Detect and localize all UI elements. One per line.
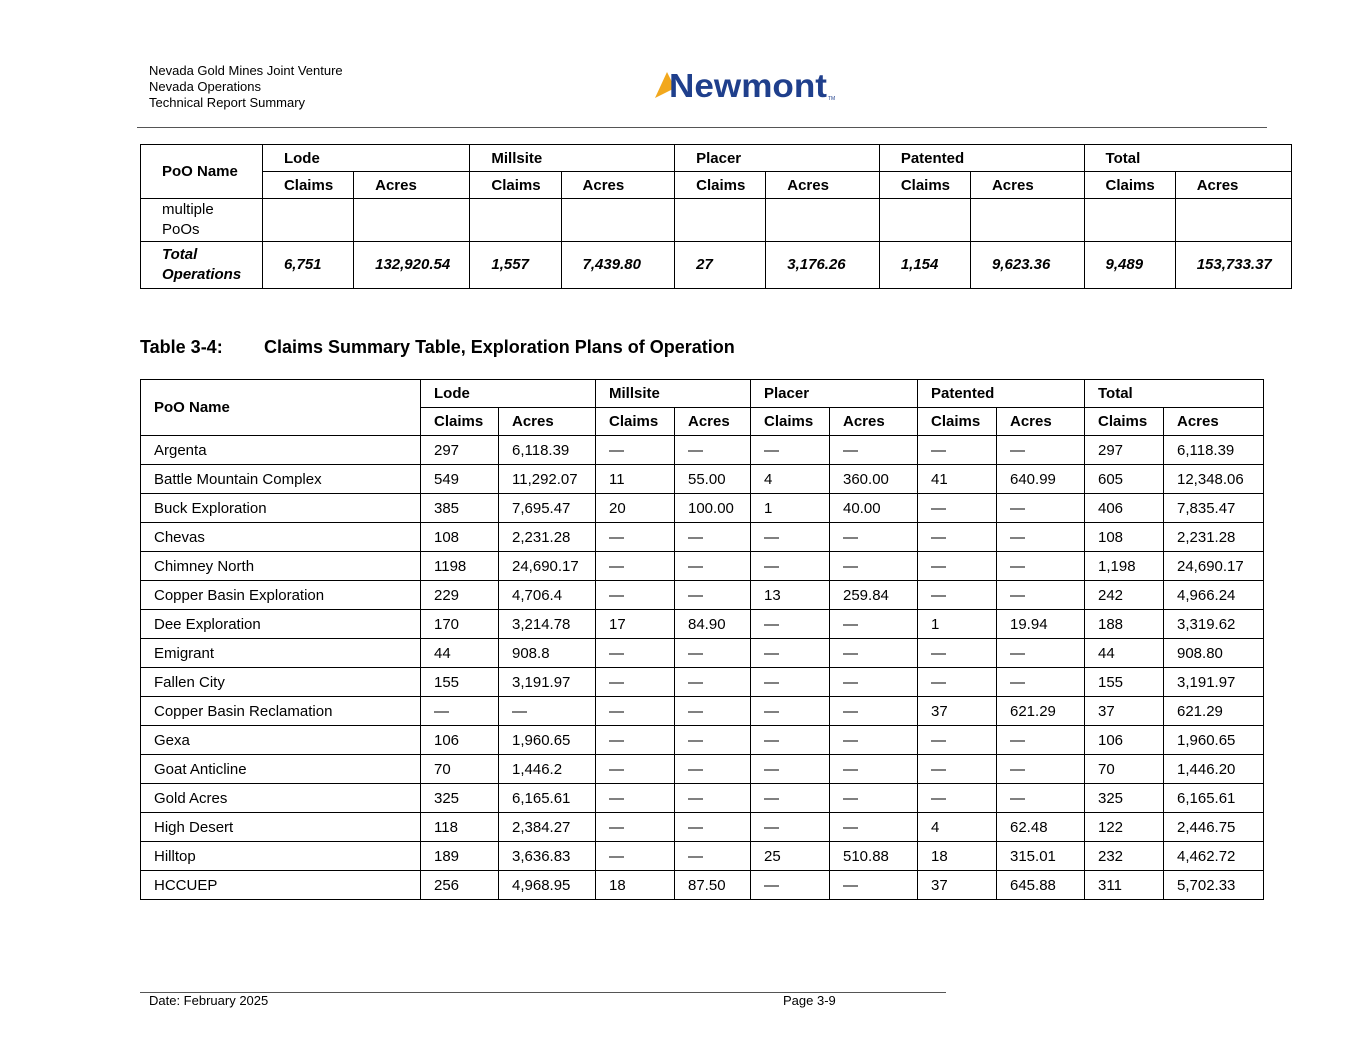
row-name: Argenta: [141, 436, 421, 465]
cell-lode-acres: 2,231.28: [499, 523, 596, 552]
cell-millsite-acres: —: [675, 755, 751, 784]
header-company: Nevada Gold Mines Joint Venture: [149, 63, 343, 78]
cell-patented-acres: —: [997, 436, 1085, 465]
row-name: HCCUEP: [141, 871, 421, 900]
cell-placer-acres: —: [830, 639, 918, 668]
cell-lode-claims: 106: [421, 726, 499, 755]
cell-total-acres: 12,348.06: [1164, 465, 1264, 494]
table-header-row: [141, 145, 1292, 172]
cell-placer-claims: —: [751, 436, 830, 465]
cell-lode-claims: 297: [421, 436, 499, 465]
cell-placer-acres: —: [830, 552, 918, 581]
cell-lode-claims: 170: [421, 610, 499, 639]
cell-total-claims: 44: [1085, 639, 1164, 668]
report-header: [149, 63, 343, 111]
cell-total-claims: 311: [1085, 871, 1164, 900]
table-caption: Claims Summary Table, Exploration Plans of Operation: [264, 337, 735, 357]
col-patented-claims: Claims: [879, 172, 970, 199]
cell-lode-claims: 70: [421, 755, 499, 784]
col-group-placer: Placer: [751, 380, 918, 408]
cell-millsite-claims: 18: [596, 871, 675, 900]
col-group-placer: Placer: [675, 145, 880, 172]
cell-lode-acres: 3,191.97: [499, 668, 596, 697]
cell-patented-claims: 37: [918, 697, 997, 726]
cell-patented-acres: —: [997, 581, 1085, 610]
cell-patented-acres: —: [997, 639, 1085, 668]
row-name: Copper Basin Exploration: [141, 581, 421, 610]
cell-millsite-acres: —: [675, 697, 751, 726]
cell-lode-claims: 189: [421, 842, 499, 871]
cell-placer-claims: —: [751, 726, 830, 755]
logo-trademark: TM: [828, 96, 836, 102]
cell-millsite-acres: 55.00: [675, 465, 751, 494]
cell-lode-acres: 2,384.27: [499, 813, 596, 842]
cell-patented-acres: 645.88: [997, 871, 1085, 900]
table-row: [141, 465, 1264, 494]
total-patented-acres: 9,623.36: [970, 242, 1084, 289]
cell-patented-claims: 4: [918, 813, 997, 842]
table-cell: [561, 199, 675, 242]
cell-millsite-claims: —: [596, 784, 675, 813]
table-cell: [879, 199, 970, 242]
col-millsite-claims: Claims: [470, 172, 561, 199]
table-row: [141, 871, 1264, 900]
cell-lode-acres: 6,165.61: [499, 784, 596, 813]
cell-millsite-acres: —: [675, 842, 751, 871]
cell-lode-acres: 7,695.47: [499, 494, 596, 523]
cell-millsite-claims: —: [596, 523, 675, 552]
cell-patented-claims: —: [918, 784, 997, 813]
table-row: [141, 842, 1264, 871]
col-placer-acres: Acres: [766, 172, 880, 199]
cell-lode-acres: 4,706.4: [499, 581, 596, 610]
cell-placer-acres: —: [830, 871, 918, 900]
operations-claims-table-continued: [140, 144, 1292, 289]
cell-total-claims: 297: [1085, 436, 1164, 465]
table-title: [140, 337, 735, 358]
col-placer-claims: Claims: [675, 172, 766, 199]
cell-millsite-acres: —: [675, 726, 751, 755]
table-cell: [1175, 199, 1291, 242]
row-name: Gexa: [141, 726, 421, 755]
cell-placer-acres: —: [830, 523, 918, 552]
table-subheader-row: [141, 172, 1292, 199]
cell-patented-claims: —: [918, 494, 997, 523]
logo-wordmark: Newmont: [669, 67, 828, 104]
cell-total-claims: 70: [1085, 755, 1164, 784]
cell-total-acres: 908.80: [1164, 639, 1264, 668]
row-name: Battle Mountain Complex: [141, 465, 421, 494]
row-name: Hilltop: [141, 842, 421, 871]
cell-lode-claims: 325: [421, 784, 499, 813]
cell-millsite-acres: —: [675, 784, 751, 813]
table-cell: [354, 199, 470, 242]
cell-lode-acres: 4,968.95: [499, 871, 596, 900]
row-name-line1: multiple: [162, 201, 214, 218]
cell-millsite-claims: 11: [596, 465, 675, 494]
cell-total-acres: 3,191.97: [1164, 668, 1264, 697]
col-group-patented: Patented: [918, 380, 1085, 408]
col-poo-name: PoO Name: [141, 145, 263, 199]
cell-total-claims: 242: [1085, 581, 1164, 610]
cell-millsite-acres: —: [675, 581, 751, 610]
table-row: [141, 552, 1264, 581]
row-name: Goat Anticline: [141, 755, 421, 784]
col-group-lode: Lode: [421, 380, 596, 408]
table-cell: [470, 199, 561, 242]
cell-lode-acres: 1,960.65: [499, 726, 596, 755]
row-name: [141, 242, 263, 289]
cell-patented-acres: —: [997, 552, 1085, 581]
cell-total-acres: 4,966.24: [1164, 581, 1264, 610]
cell-placer-claims: 13: [751, 581, 830, 610]
table-cell: [766, 199, 880, 242]
cell-placer-claims: —: [751, 668, 830, 697]
cell-placer-acres: 40.00: [830, 494, 918, 523]
table-row: [141, 668, 1264, 697]
cell-lode-acres: 908.8: [499, 639, 596, 668]
col-patented-acres: Acres: [970, 172, 1084, 199]
cell-patented-claims: —: [918, 726, 997, 755]
row-name-line1: Total: [162, 246, 198, 263]
row-name: Gold Acres: [141, 784, 421, 813]
row-name: Chimney North: [141, 552, 421, 581]
cell-millsite-claims: 17: [596, 610, 675, 639]
table-body: [141, 436, 1264, 900]
cell-placer-acres: 360.00: [830, 465, 918, 494]
cell-total-acres: 24,690.17: [1164, 552, 1264, 581]
cell-placer-claims: —: [751, 552, 830, 581]
col-total-claims: Claims: [1084, 172, 1175, 199]
total-placer-acres: 3,176.26: [766, 242, 880, 289]
row-name: Dee Exploration: [141, 610, 421, 639]
cell-placer-claims: 1: [751, 494, 830, 523]
cell-placer-acres: 510.88: [830, 842, 918, 871]
cell-total-acres: 1,960.65: [1164, 726, 1264, 755]
cell-placer-claims: —: [751, 784, 830, 813]
cell-patented-acres: 315.01: [997, 842, 1085, 871]
header-report-type: Technical Report Summary: [149, 95, 306, 110]
cell-millsite-claims: 20: [596, 494, 675, 523]
cell-millsite-claims: —: [596, 639, 675, 668]
cell-patented-claims: —: [918, 668, 997, 697]
cell-lode-claims: 1198: [421, 552, 499, 581]
cell-placer-acres: —: [830, 697, 918, 726]
cell-patented-claims: —: [918, 639, 997, 668]
cell-millsite-claims: —: [596, 668, 675, 697]
table-row: [141, 697, 1264, 726]
cell-millsite-acres: —: [675, 552, 751, 581]
total-placer-claims: 27: [675, 242, 766, 289]
cell-total-acres: 2,231.28: [1164, 523, 1264, 552]
cell-total-acres: 3,319.62: [1164, 610, 1264, 639]
cell-patented-acres: 19.94: [997, 610, 1085, 639]
cell-lode-claims: 256: [421, 871, 499, 900]
col-patented-claims: Claims: [918, 408, 997, 436]
cell-patented-claims: 18: [918, 842, 997, 871]
cell-total-acres: 621.29: [1164, 697, 1264, 726]
cell-placer-claims: —: [751, 523, 830, 552]
col-total-acres: Acres: [1175, 172, 1291, 199]
cell-total-claims: 37: [1085, 697, 1164, 726]
row-name: High Desert: [141, 813, 421, 842]
cell-patented-claims: —: [918, 436, 997, 465]
total-millsite-claims: 1,557: [470, 242, 561, 289]
cell-total-claims: 188: [1085, 610, 1164, 639]
row-name-line2: PoOs: [162, 221, 200, 238]
col-millsite-acres: Acres: [675, 408, 751, 436]
cell-total-acres: 6,165.61: [1164, 784, 1264, 813]
total-total-acres: 153,733.37: [1175, 242, 1291, 289]
col-lode-acres: Acres: [354, 172, 470, 199]
cell-total-acres: 6,118.39: [1164, 436, 1264, 465]
cell-millsite-acres: —: [675, 813, 751, 842]
cell-placer-acres: —: [830, 813, 918, 842]
total-lode-acres: 132,920.54: [354, 242, 470, 289]
cell-lode-claims: 44: [421, 639, 499, 668]
cell-total-claims: 108: [1085, 523, 1164, 552]
row-name: Emigrant: [141, 639, 421, 668]
total-lode-claims: 6,751: [262, 242, 353, 289]
col-group-millsite: Millsite: [596, 380, 751, 408]
total-patented-claims: 1,154: [879, 242, 970, 289]
cell-millsite-claims: —: [596, 842, 675, 871]
total-total-claims: 9,489: [1084, 242, 1175, 289]
col-patented-acres: Acres: [997, 408, 1085, 436]
col-lode-claims: Claims: [262, 172, 353, 199]
row-name: [141, 199, 263, 242]
cell-placer-acres: —: [830, 610, 918, 639]
cell-millsite-acres: —: [675, 639, 751, 668]
table-row: [141, 581, 1264, 610]
page-number: Page 3-9: [783, 993, 836, 1008]
cell-millsite-acres: 100.00: [675, 494, 751, 523]
cell-lode-acres: 24,690.17: [499, 552, 596, 581]
cell-total-acres: 1,446.20: [1164, 755, 1264, 784]
cell-total-acres: 2,446.75: [1164, 813, 1264, 842]
cell-placer-claims: —: [751, 639, 830, 668]
footer-date: Date: February 2025: [149, 993, 269, 1008]
cell-placer-acres: 259.84: [830, 581, 918, 610]
cell-total-acres: 7,835.47: [1164, 494, 1264, 523]
cell-placer-acres: —: [830, 436, 918, 465]
table-header-row: [141, 380, 1264, 408]
table-row: [141, 639, 1264, 668]
col-group-millsite: Millsite: [470, 145, 675, 172]
cell-patented-acres: 62.48: [997, 813, 1085, 842]
table-cell: [970, 199, 1084, 242]
cell-millsite-acres: —: [675, 523, 751, 552]
col-total-claims: Claims: [1085, 408, 1164, 436]
cell-patented-acres: —: [997, 668, 1085, 697]
col-group-lode: Lode: [262, 145, 469, 172]
cell-placer-claims: 4: [751, 465, 830, 494]
cell-patented-claims: —: [918, 755, 997, 784]
cell-millsite-acres: —: [675, 436, 751, 465]
col-placer-claims: Claims: [751, 408, 830, 436]
cell-millsite-claims: —: [596, 581, 675, 610]
row-name: Copper Basin Reclamation: [141, 697, 421, 726]
table-row: [141, 523, 1264, 552]
header-operations: Nevada Operations: [149, 79, 262, 94]
cell-placer-claims: —: [751, 697, 830, 726]
cell-total-acres: 4,462.72: [1164, 842, 1264, 871]
table-row: [141, 726, 1264, 755]
cell-placer-claims: —: [751, 610, 830, 639]
table-number: Table 3-4:: [140, 337, 223, 357]
cell-total-claims: 155: [1085, 668, 1164, 697]
cell-millsite-claims: —: [596, 697, 675, 726]
table-cell: [262, 199, 353, 242]
cell-lode-claims: 118: [421, 813, 499, 842]
row-name-line2: Operations: [162, 266, 242, 283]
cell-millsite-claims: —: [596, 726, 675, 755]
exploration-claims-table: [140, 379, 1264, 900]
col-placer-acres: Acres: [830, 408, 918, 436]
cell-millsite-claims: —: [596, 755, 675, 784]
cell-lode-claims: —: [421, 697, 499, 726]
table-row: [141, 813, 1264, 842]
cell-millsite-claims: —: [596, 813, 675, 842]
cell-placer-claims: —: [751, 755, 830, 784]
cell-lode-claims: 155: [421, 668, 499, 697]
cell-placer-acres: —: [830, 668, 918, 697]
cell-lode-acres: 11,292.07: [499, 465, 596, 494]
cell-patented-acres: —: [997, 755, 1085, 784]
cell-patented-acres: 640.99: [997, 465, 1085, 494]
cell-placer-acres: —: [830, 784, 918, 813]
table-row: [141, 755, 1264, 784]
cell-patented-claims: 37: [918, 871, 997, 900]
cell-lode-acres: 1,446.2: [499, 755, 596, 784]
cell-patented-claims: —: [918, 523, 997, 552]
cell-patented-acres: —: [997, 726, 1085, 755]
col-group-total: Total: [1084, 145, 1291, 172]
cell-patented-acres: 621.29: [997, 697, 1085, 726]
cell-lode-acres: 3,214.78: [499, 610, 596, 639]
table-row: [141, 610, 1264, 639]
cell-millsite-claims: —: [596, 436, 675, 465]
table-row: [141, 784, 1264, 813]
col-group-patented: Patented: [879, 145, 1084, 172]
cell-placer-acres: —: [830, 755, 918, 784]
row-name: Fallen City: [141, 668, 421, 697]
cell-placer-claims: 25: [751, 842, 830, 871]
cell-placer-claims: —: [751, 813, 830, 842]
row-name: Buck Exploration: [141, 494, 421, 523]
cell-total-claims: 122: [1085, 813, 1164, 842]
table-cell: [675, 199, 766, 242]
table-row: [141, 436, 1264, 465]
cell-millsite-claims: —: [596, 552, 675, 581]
cell-lode-claims: 108: [421, 523, 499, 552]
cell-patented-acres: —: [997, 523, 1085, 552]
cell-total-claims: 106: [1085, 726, 1164, 755]
cell-patented-claims: —: [918, 581, 997, 610]
table-row-multiple-poos: [141, 199, 1292, 242]
cell-total-claims: 605: [1085, 465, 1164, 494]
cell-patented-claims: —: [918, 552, 997, 581]
col-lode-acres: Acres: [499, 408, 596, 436]
cell-placer-acres: —: [830, 726, 918, 755]
cell-millsite-acres: 87.50: [675, 871, 751, 900]
cell-lode-acres: —: [499, 697, 596, 726]
cell-placer-claims: —: [751, 871, 830, 900]
cell-millsite-acres: 84.90: [675, 610, 751, 639]
cell-total-claims: 406: [1085, 494, 1164, 523]
cell-patented-claims: 1: [918, 610, 997, 639]
cell-patented-acres: —: [997, 494, 1085, 523]
row-name: Chevas: [141, 523, 421, 552]
cell-lode-claims: 229: [421, 581, 499, 610]
table-row-total-operations: [141, 242, 1292, 289]
col-millsite-claims: Claims: [596, 408, 675, 436]
cell-patented-acres: —: [997, 784, 1085, 813]
cell-total-acres: 5,702.33: [1164, 871, 1264, 900]
cell-patented-claims: 41: [918, 465, 997, 494]
cell-total-claims: 232: [1085, 842, 1164, 871]
cell-lode-claims: 549: [421, 465, 499, 494]
cell-total-claims: 325: [1085, 784, 1164, 813]
header-rule: [137, 127, 1267, 128]
col-poo-name: PoO Name: [141, 380, 421, 436]
col-total-acres: Acres: [1164, 408, 1264, 436]
cell-total-claims: 1,198: [1085, 552, 1164, 581]
col-millsite-acres: Acres: [561, 172, 675, 199]
cell-lode-claims: 385: [421, 494, 499, 523]
cell-lode-acres: 3,636.83: [499, 842, 596, 871]
col-group-total: Total: [1085, 380, 1264, 408]
table-row: [141, 494, 1264, 523]
cell-millsite-acres: —: [675, 668, 751, 697]
cell-lode-acres: 6,118.39: [499, 436, 596, 465]
total-millsite-acres: 7,439.80: [561, 242, 675, 289]
table-cell: [1084, 199, 1175, 242]
col-lode-claims: Claims: [421, 408, 499, 436]
newmont-logo: [653, 66, 838, 104]
